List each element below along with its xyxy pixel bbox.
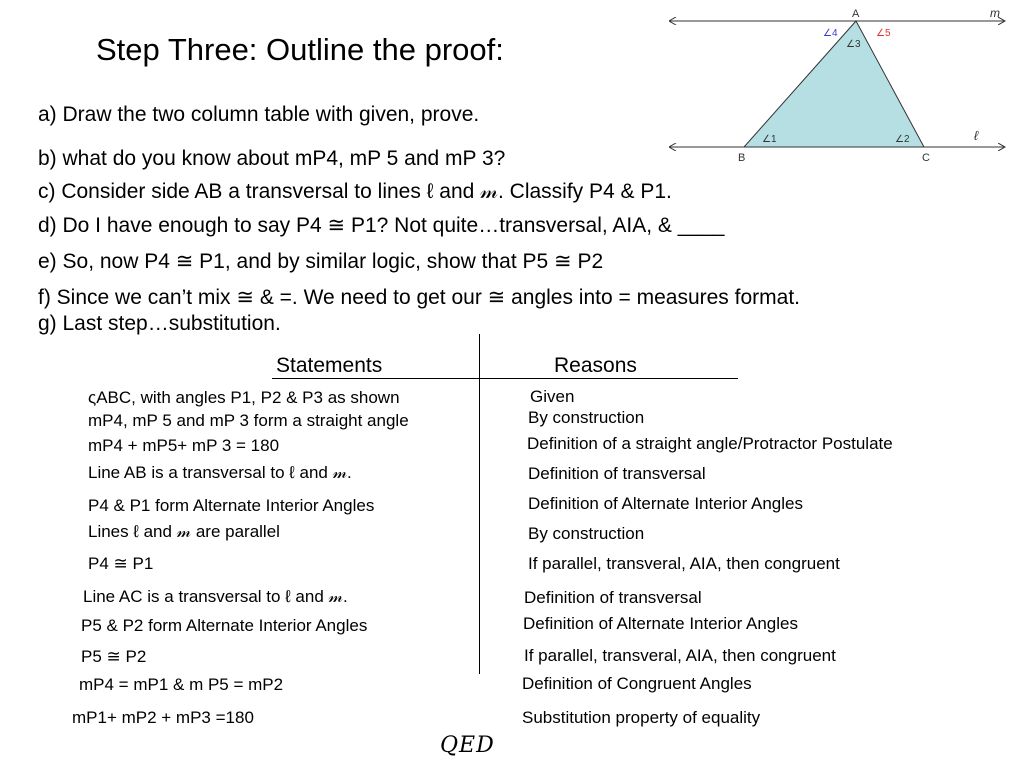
step-d: d) Do I have enough to say P4 ≅ P1? Not quite…transversal, AIA, & ____ (38, 214, 725, 237)
vertex-a-label: A (852, 8, 860, 20)
statement-row: Line AB is a transversal to ℓ and 𝓂. (88, 463, 352, 482)
step-a: a) Draw the two column table with given, prove. (38, 103, 480, 126)
step-b: b) what do you know about mP4, mP 5 and mP 3? (38, 147, 506, 170)
statements-header: Statements (276, 354, 383, 377)
reason-row: Definition of transversal (524, 588, 702, 607)
triangle-diagram (640, 0, 1024, 170)
statement-row: Line AC is a transversal to ℓ and 𝓂. (83, 587, 348, 606)
statement-row: mP4, mP 5 and mP 3 form a straight angle (88, 411, 409, 430)
reason-row: If parallel, transveral, AIA, then congruent (528, 554, 840, 573)
statement-row: P5 & P2 form Alternate Interior Angles (81, 616, 368, 635)
line-l-label: ℓ (974, 128, 979, 143)
qed-mark: QED (440, 733, 495, 758)
angle-3-label: ∠3 (846, 39, 861, 50)
step-e: e) So, now P4 ≅ P1, and by similar logic, show that P5 ≅ P2 (38, 250, 604, 273)
statement-row: mP4 + mP5+ mP 3 = 180 (88, 436, 280, 455)
vertex-c-label: C (922, 152, 930, 164)
reasons-header: Reasons (554, 354, 637, 377)
reason-row: Definition of Alternate Interior Angles (528, 494, 803, 513)
step-c: c) Consider side AB a transversal to lines ℓ and 𝓂. Classify P4 & P1. (38, 180, 672, 203)
reason-row: Definition of Alternate Interior Angles (523, 614, 798, 633)
angle-5-label: ∠5 (876, 28, 891, 39)
statement-row: P4 & P1 form Alternate Interior Angles (88, 496, 375, 515)
line-m-label: m (990, 6, 1000, 20)
reason-row: Substitution property of equality (522, 708, 761, 727)
angle-4-label: ∠4 (823, 28, 838, 39)
reason-row: By construction (528, 524, 645, 543)
triangle-fill (744, 21, 924, 147)
reason-row: If parallel, transveral, AIA, then congruent (524, 646, 836, 665)
statement-row: P4 ≅ P1 (88, 554, 154, 573)
reason-row: By construction (528, 408, 645, 427)
statements-header-underline (272, 378, 479, 379)
reason-row: Definition of transversal (528, 464, 706, 483)
statement-row: ςABC, with angles P1, P2 & P3 as shown (88, 388, 400, 407)
page-title: Step Three: Outline the proof: (96, 32, 504, 67)
reason-row: Definition of Congruent Angles (522, 674, 752, 693)
statement-row: mP4 = mP1 & m P5 = mP2 (79, 675, 284, 694)
step-g: g) Last step…substitution. (38, 312, 281, 335)
angle-2-label: ∠2 (895, 134, 910, 145)
statement-row: Lines ℓ and 𝓂 are parallel (88, 522, 280, 541)
angle-1-label: ∠1 (762, 134, 777, 145)
table-divider (479, 334, 480, 674)
statement-row: P5 ≅ P2 (81, 647, 147, 666)
vertex-b-label: B (738, 152, 746, 164)
reasons-header-underline (480, 378, 738, 379)
reason-row: Given (530, 387, 575, 406)
statement-row: mP1+ mP2 + mP3 =180 (72, 708, 254, 727)
reason-row: Definition of a straight angle/Protractor Postulate (527, 434, 893, 453)
step-f: f) Since we can’t mix ≅ & =. We need to get our ≅ angles into = measures format. (38, 286, 800, 309)
